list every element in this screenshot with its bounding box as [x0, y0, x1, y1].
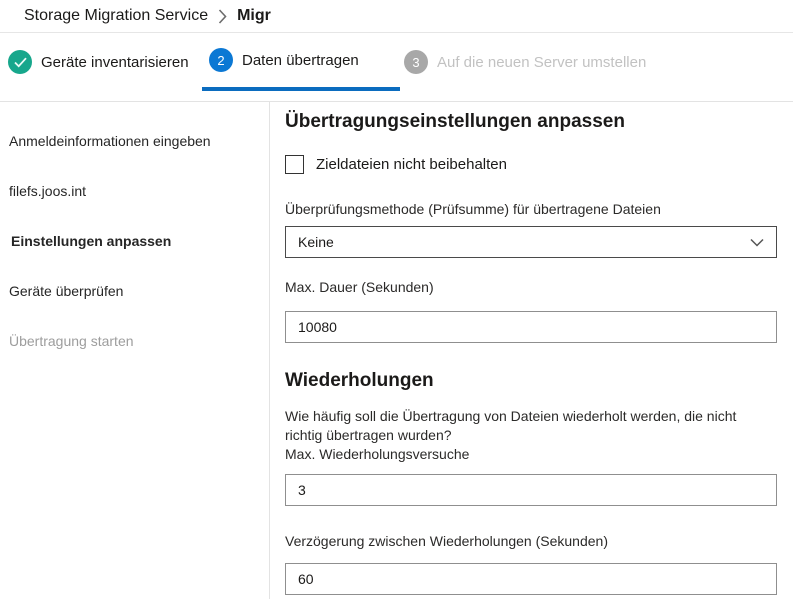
- wizard-steps: [0, 33, 793, 91]
- checksum-method-value: Keine: [298, 234, 334, 250]
- retry-delay-label: Verzögerung zwischen Wiederholungen (Sekunden): [285, 533, 608, 549]
- wizard-substeps-sidebar: [0, 102, 270, 599]
- step-label: Daten übertragen: [242, 51, 359, 69]
- page-title: Übertragungseinstellungen anpassen: [285, 111, 625, 132]
- max-duration-label: Max. Dauer (Sekunden): [285, 279, 434, 295]
- max-retries-input[interactable]: [285, 474, 777, 506]
- chevron-down-icon: [750, 238, 764, 247]
- retries-description: Wie häufig soll die Übertragung von Dateien wiederholt werden, die nicht richtig übertragen wurden?: [285, 408, 737, 443]
- breadcrumb-root-link[interactable]: Storage Migration Service: [24, 7, 209, 24]
- retries-heading: Wiederholungen: [285, 370, 434, 391]
- sidebar-item-adjust-settings[interactable]: Einstellungen anpassen: [11, 233, 172, 249]
- step-label: Auf die neuen Server umstellen: [437, 53, 647, 71]
- step-number-badge: 2: [209, 48, 233, 72]
- skip-target-files-checkbox[interactable]: [285, 155, 304, 174]
- step-transfer-data[interactable]: [202, 33, 400, 91]
- step-cutover: [400, 33, 666, 91]
- skip-target-files-label: Zieldateien nicht beibehalten: [316, 156, 507, 173]
- chevron-right-icon: [218, 9, 227, 24]
- breadcrumb-current: Migr: [237, 7, 271, 24]
- max-retries-label: Max. Wiederholungsversuche: [285, 446, 470, 462]
- sidebar-item-check-devices[interactable]: Geräte überprüfen: [9, 283, 124, 299]
- sidebar-item-start-transfer: Übertragung starten: [9, 333, 134, 349]
- breadcrumb: [0, 0, 793, 33]
- step-label: Geräte inventarisieren: [41, 53, 189, 71]
- retry-delay-input[interactable]: [285, 563, 777, 595]
- step-number-badge: 3: [404, 50, 428, 74]
- sidebar-item-credentials[interactable]: Anmeldeinformationen eingeben: [9, 133, 211, 149]
- step-inventory[interactable]: [8, 33, 202, 91]
- check-icon: [8, 50, 32, 74]
- settings-form: [270, 102, 793, 599]
- checksum-method-select[interactable]: [285, 226, 777, 258]
- checksum-method-label: Überprüfungsmethode (Prüfsumme) für übertragene Dateien: [285, 201, 661, 217]
- sidebar-item-server[interactable]: filefs.joos.int: [9, 183, 87, 199]
- max-duration-input[interactable]: [285, 311, 777, 343]
